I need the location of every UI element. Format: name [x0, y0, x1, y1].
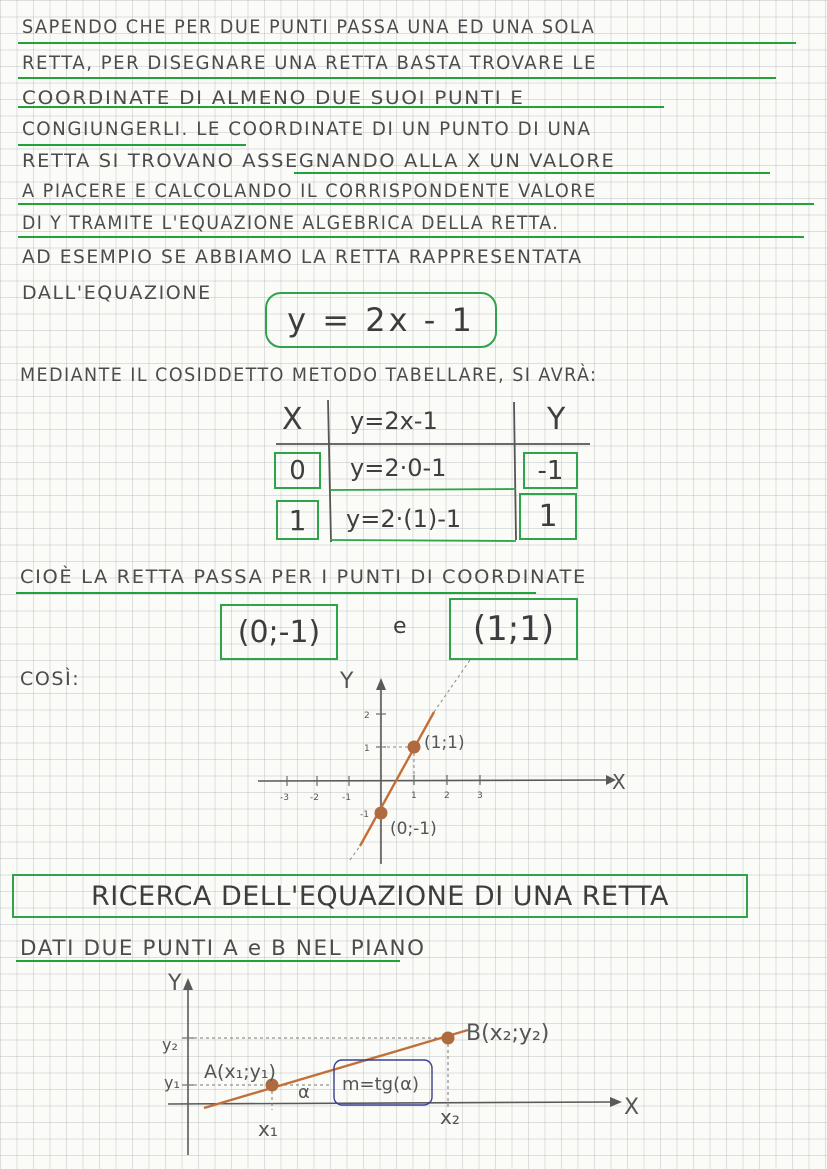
text-line-8: AD ESEMPIO SE ABBIAMO LA RETTA RAPPRESENTATA [22, 246, 583, 268]
point-a-text: (0;-1) [237, 614, 321, 650]
section-title: RICERCA DELL'EQUAZIONE DI UNA RETTA [91, 880, 669, 912]
graph1-y-label: Y [340, 669, 354, 694]
text-line-1: SAPENDO CHE PER DUE PUNTI PASSA UNA ED UNA SOLA [22, 16, 596, 38]
point-b-text: (1;1) [472, 609, 555, 649]
cosi-label: COSÌ: [20, 668, 81, 690]
given-line: DATI DUE PUNTI A e B NEL PIANO [20, 936, 426, 960]
graph2-slope: m=tg(α) [342, 1074, 420, 1095]
text-line-6: A PIACERE E CALCOLANDO IL CORRISPONDENTE VALORE [22, 180, 597, 202]
graph1-xtick-m1: -1 [342, 793, 351, 803]
equation-text: y = 2x - 1 [287, 301, 475, 339]
graph2-y2: y₂ [162, 1035, 178, 1054]
graph2-y1: y₁ [164, 1073, 180, 1092]
graph1-ytick-2: 2 [364, 711, 370, 721]
graph1-ytick-m1: -1 [360, 810, 369, 820]
y-value-1: 1 [538, 499, 558, 534]
graph1-xtick-2: 2 [444, 791, 450, 801]
table-header-y: Y [547, 402, 566, 437]
graph2-point-b [442, 1032, 455, 1045]
graph2-y-arrow [183, 978, 193, 990]
method-line: MEDIANTE IL COSIDDETTO METODO TABELLARE, SI AVRÀ: [20, 364, 598, 386]
graph2-x-label: X [624, 1095, 640, 1120]
y-value-0: -1 [537, 455, 564, 486]
text-line-5: RETTA SI TROVANO ASSEGNANDO ALLA X UN VALORE [22, 150, 616, 172]
text-line-2: RETTA, PER DISEGNARE UNA RETTA BASTA TROVARE LE [22, 52, 597, 74]
table-header-x: X [282, 402, 303, 437]
x-value-0: 0 [289, 455, 306, 486]
table-expr-0: y=2·0-1 [350, 454, 447, 482]
text-line-3: COORDINATE DI ALMENO DUE SUOI PUNTI E [22, 87, 525, 109]
table-header-expr: y=2x-1 [350, 407, 438, 435]
point-conjunction: e [393, 614, 407, 639]
graph2-label-a: A(x₁;y₁) [204, 1061, 276, 1083]
graph2-alpha: α [298, 1082, 310, 1103]
graph1-xtick-1: 1 [411, 791, 417, 801]
graph1-xtick-3: 3 [477, 791, 483, 801]
graph1-xtick-m2: -2 [310, 793, 319, 803]
text-line-7: DI Y TRAMITE L'EQUAZIONE ALGEBRICA DELLA RETTA. [22, 212, 560, 234]
graph1-label-0-m1: (0;-1) [390, 819, 437, 839]
text-line-9: DALL'EQUAZIONE [22, 282, 212, 304]
graph2-x-arrow [610, 1097, 622, 1107]
text-line-4: CONGIUNGERLI. LE COORDINATE DI UN PUNTO DI UNA [22, 118, 592, 140]
graph2-x-axis [168, 1102, 612, 1104]
x-value-1: 1 [288, 503, 307, 537]
graph2-label-b: B(x₂;y₂) [466, 1021, 550, 1046]
graph2-x1: x₁ [258, 1117, 278, 1141]
graph1-x-label: X [612, 770, 626, 794]
graph2-y-label: Y [168, 971, 182, 996]
graph2-x2: x₂ [440, 1105, 460, 1129]
graph1-xtick-m3: -3 [280, 793, 289, 803]
table-expr-1: y=2·(1)-1 [346, 505, 462, 533]
graph1-ytick-1: 1 [364, 744, 370, 754]
points-line: CIOÈ LA RETTA PASSA PER I PUNTI DI COORDINATE [20, 566, 587, 588]
graph1-label-1-1: (1;1) [424, 733, 465, 753]
